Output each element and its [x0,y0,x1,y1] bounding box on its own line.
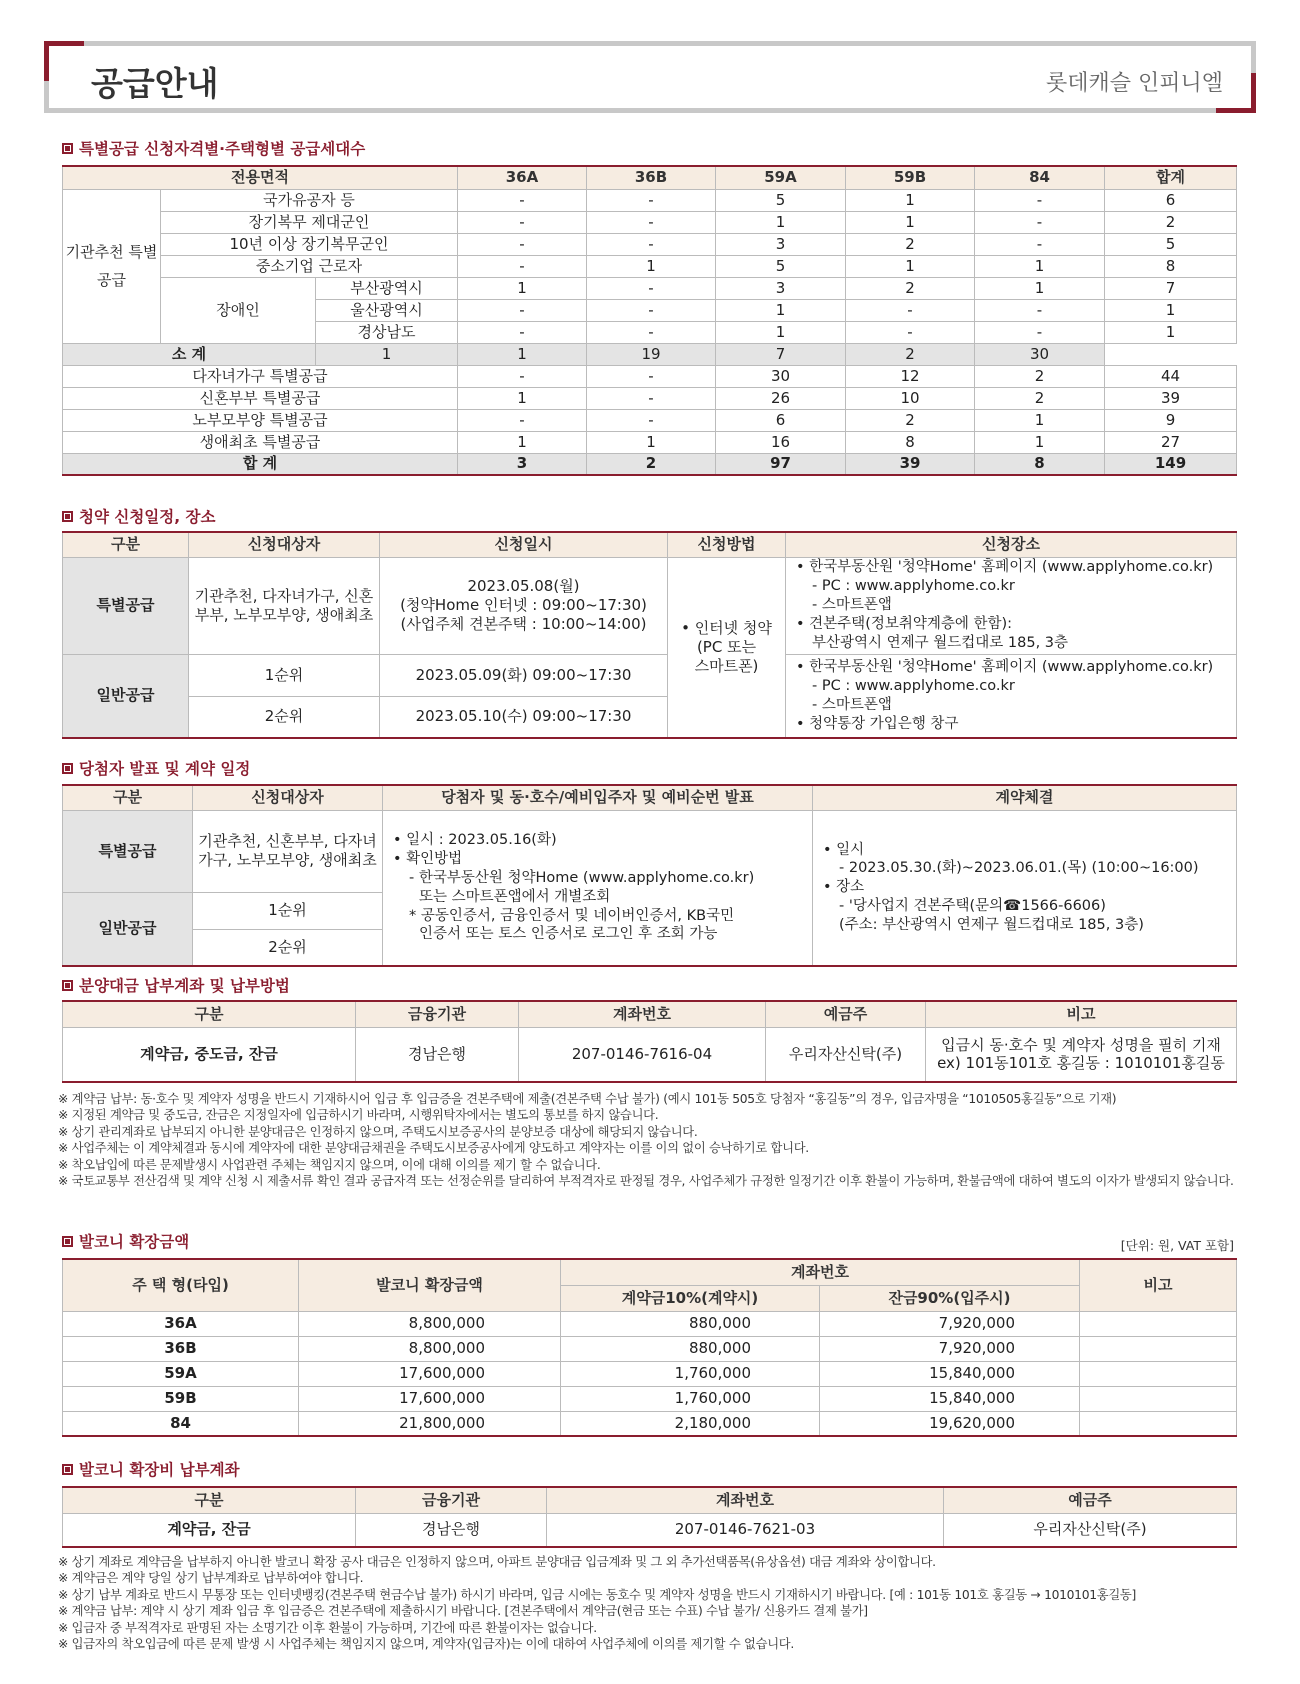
col-header: 금융기관 [356,1001,519,1027]
application-schedule-table [62,531,1237,739]
table-row [63,557,1237,654]
cell: - [846,299,975,321]
cell: 5 [716,255,846,277]
row-label: 10년 이상 장기복무군인 [161,233,458,255]
cell: 1 [458,431,587,453]
cell: 1 [1105,299,1237,321]
col-header: 잔금90%(입주시) [820,1285,1080,1311]
cell: - [587,233,716,255]
cell: - [587,365,716,387]
account-holder: 우리자산신탁(주) [766,1027,926,1082]
cell: - [975,189,1105,211]
cell: - [587,321,716,343]
cell: 44 [1105,365,1237,387]
cell: 149 [1105,453,1237,475]
col-header: 계약체결 [813,785,1237,810]
cell: 1,760,000 [561,1386,820,1411]
cell: 1 [846,211,975,233]
row-label: 울산광역시 [316,299,458,321]
balcony-amount-table [62,1258,1237,1437]
cell: 30 [716,365,846,387]
type-cell: 59A [63,1361,299,1386]
cell: 880,000 [561,1311,820,1336]
cell: 8 [975,453,1105,475]
cell: 97 [716,453,846,475]
col-header: 예금주 [944,1487,1237,1513]
table-header-row [63,166,1237,189]
cell: 2 [1105,211,1237,233]
note-item: ※ 계약금 납부: 계약 시 상기 계좌 입금 후 입금증은 견본주택에 제출하시기 바랍니다. [견본주택에서 계약금(현금 또는 수표) 수납 불가/ 신용카드 결제 불가] [58,1604,868,1619]
cell: 1 [587,255,716,277]
target-cell: 기관추천, 신혼부부, 다자녀가구, 노부모부양, 생애최초 [193,810,383,892]
supply-count-table [62,165,1237,476]
cell: 5 [716,189,846,211]
cell: 880,000 [561,1336,820,1361]
page-header [44,41,1256,113]
cell: - [458,365,587,387]
row-label: 합 계 [63,453,458,475]
col-header: 신청일시 [380,532,668,557]
col-header: 계약금10%(계약시) [561,1285,820,1311]
cell: 26 [716,387,846,409]
cell: - [458,321,587,343]
method-cell: • 인터넷 청약 (PC 또는 스마트폰) [668,557,786,738]
bank-cell: 경남은행 [356,1027,519,1082]
cell: 39 [1105,387,1237,409]
type-cell: 36A [63,1311,299,1336]
cell: 1 [716,299,846,321]
table-row [63,365,1237,387]
col-header: 계좌번호 [519,1001,766,1027]
col-header: 전용면적 [63,166,458,189]
section-title-balcony-account: 발코니 확장비 납부계좌 [62,1458,240,1480]
note-item: ※ 상기 관리계좌로 납부되지 아니한 분양대금은 인정하지 않으며, 주택도시보증공사의 분양보증 대상에 해당되지 않습니다. [58,1124,698,1139]
cell: 2,180,000 [561,1411,820,1436]
section-title-supply-count: 특별공급 신청자격별·주택형별 공급세대수 [62,137,365,159]
col-header: 발코니 확장금액 [299,1259,561,1311]
payment-account-table [62,1000,1237,1083]
note-item: ※ 상기 납부 계좌로 반드시 무통장 또는 인터넷뱅킹(견본주택 현금수납 불가) 하시기 바라며, 입금 시에는 동호수 및 계약자 성명을 반드시 기재하시기 바랍니다. [예 : 101동 101호 홍길동 → 1010101홍길동] [58,1587,1136,1602]
table-row [63,277,1237,299]
col-header: 구분 [63,532,189,557]
col-header: 비고 [926,1001,1237,1027]
date-cell: 2023.05.10(수) 09:00~17:30 [380,696,668,738]
col-header: 구분 [63,1001,356,1027]
cell: 7,920,000 [820,1336,1080,1361]
row-label: 부산광역시 [316,277,458,299]
cell: - [587,409,716,431]
section-title-payment-account: 분양대금 납부계좌 및 납부방법 [62,974,290,996]
row-label: 노부모부양 특별공급 [63,409,458,431]
note-item: ※ 사업주체는 이 계약체결과 동시에 계약자에 대한 분양대금채권을 주택도시보증공사에게 양도하고 계약자는 이를 이의 없이 승낙하기로 합니다. [58,1141,809,1156]
table-row [63,1311,1237,1336]
cell [1080,1386,1237,1411]
note-item: ※ 계약금 납부: 동·호수 및 계약자 성명을 반드시 기재하시어 입금 후 입금증을 견본주택에 제출(견본주택 수납 불가) (예시 101동 505호 당첨자 “홍길동”의 경우, 입금자명을 “1010505홍길동”으로 기재) [58,1092,1117,1106]
place-cell: • 한국부동산원 '청약Home' 홈페이지 (www.applyhome.co.kr) - PC : www.applyhome.co.kr - 스마트폰앱 • 청약통장 가입은행 창구 [786,654,1237,738]
announce-cell: • 일시 : 2023.05.16(화) • 확인방법 - 한국부동산원 청약Home (www.applyhome.co.kr) 또는 스마트폰앱에서 개별조회 * 공동인증서, 금융인증서 및 네이버인증서, KB국민 인증서 또는 토스 인증서로 로그인 후 조회 가능 [383,810,813,966]
col-header: 구분 [63,785,193,810]
col-header: 비고 [1080,1259,1237,1311]
cell: 3 [716,277,846,299]
square-bullet-icon [62,511,73,522]
target-cell: 기관추천, 다자녀가구, 신혼부부, 노부모부양, 생애최초 [189,557,380,654]
cell: - [975,233,1105,255]
rank-cell: 2순위 [193,929,383,966]
sub-group-label: 장애인 [161,277,316,343]
cell: 15,840,000 [820,1361,1080,1386]
cell: 1 [975,409,1105,431]
table-row [63,233,1237,255]
cell: 2 [846,343,975,365]
col-header: 계좌번호 [547,1487,944,1513]
cell: - [975,321,1105,343]
cell: - [587,211,716,233]
section-title-winner-contract: 당첨자 발표 및 계약 일정 [62,757,250,779]
note-item: ※ 상기 계좌로 계약금을 납부하지 아니한 발코니 확장 공사 대금은 인정하지 않으며, 아파트 분양대금 입금계좌 및 그 외 추가선택품목(유상옵션) 대금 계좌와 상이합니다. [58,1555,936,1569]
cell: 2 [846,233,975,255]
place-cell: • 한국부동산원 '청약Home' 홈페이지 (www.applyhome.co.kr) - PC : www.applyhome.co.kr - 스마트폰앱 • 견본주택(정보취약계층에 한함): 부산광역시 연제구 월드컵대로 185, 3층 [786,557,1237,654]
cell: 1 [975,277,1105,299]
category-cell: 계약금, 잔금 [63,1513,356,1547]
balcony-account-table [62,1486,1237,1548]
cell: 2 [975,387,1105,409]
table-row [63,1027,1237,1082]
unit-note: [단위: 원, VAT 포함] [1120,1238,1234,1253]
account-number: 207-0146-7621-03 [547,1513,944,1547]
winner-contract-table [62,784,1237,967]
col-header: 59B [846,166,975,189]
table-row [63,810,1237,892]
cell: 6 [1105,189,1237,211]
col-header: 금융기관 [356,1487,547,1513]
col-header: 59A [716,166,846,189]
cell: 27 [1105,431,1237,453]
row-label: 중소기업 근로자 [161,255,458,277]
account-holder: 우리자산신탁(주) [944,1513,1237,1547]
cell: 1 [316,343,458,365]
cell: - [587,277,716,299]
table-row [63,1336,1237,1361]
table-row [63,189,1237,211]
cell: 1 [458,387,587,409]
category-cell: 계약금, 중도금, 잔금 [63,1027,356,1082]
cell: 7 [716,343,846,365]
note-item: ※ 착오납입에 따른 문제발생시 사업관련 주체는 책임지지 않으며, 이에 대해 이의를 제기 할 수 없습니다. [58,1157,601,1172]
cell: 5 [1105,233,1237,255]
group-label: 기관추천 특별공급 [63,189,161,343]
table-row [63,211,1237,233]
cell: - [458,233,587,255]
cell: 39 [846,453,975,475]
cell: 9 [1105,409,1237,431]
cell: 7 [1105,277,1237,299]
col-header: 신청방법 [668,532,786,557]
table-row [63,654,1237,696]
col-header: 신청장소 [786,532,1237,557]
col-header: 신청대상자 [193,785,383,810]
cell: 1 [975,431,1105,453]
col-header: 합계 [1105,166,1237,189]
balcony-notes [58,1554,1248,1652]
cell: 1 [846,255,975,277]
cell: 1 [458,277,587,299]
section-title-balcony-amount: 발코니 확장금액 [62,1230,189,1252]
account-number: 207-0146-7616-04 [519,1027,766,1082]
col-header: 예금주 [766,1001,926,1027]
cell: 8 [1105,255,1237,277]
cell: - [458,255,587,277]
row-label: 특별공급 [63,810,193,892]
cell: 8,800,000 [299,1336,561,1361]
cell: 1 [716,211,846,233]
col-header: 계좌번호 [561,1259,1080,1285]
rank-cell: 1순위 [193,892,383,929]
cell: 1 [716,321,846,343]
cell: 12 [846,365,975,387]
brand-name: 롯데캐슬 인피니엘 [1045,71,1223,96]
cell: 1 [587,431,716,453]
col-header: 36A [458,166,587,189]
rank-cell: 1순위 [189,654,380,696]
square-bullet-icon [62,1464,73,1475]
cell [1080,1311,1237,1336]
cell: 17,600,000 [299,1386,561,1411]
col-header: 구분 [63,1487,356,1513]
row-label: 국가유공자 등 [161,189,458,211]
total-row [63,453,1237,475]
cell: 1 [1105,321,1237,343]
table-row [63,1361,1237,1386]
cell [1080,1411,1237,1436]
cell: - [587,299,716,321]
row-label: 신혼부부 특별공급 [63,387,458,409]
row-label: 장기복무 제대군인 [161,211,458,233]
note-item: ※ 지정된 계약금 및 중도금, 잔금은 지정일자에 입금하시기 바라며, 시행위탁자에서는 별도의 통보를 하지 않습니다. [58,1108,659,1123]
cell: - [587,189,716,211]
col-header: 84 [975,166,1105,189]
cell: 2 [975,365,1105,387]
cell: 30 [975,343,1105,365]
col-header: 당첨자 및 동·호수/예비입주자 및 예비순번 발표 [383,785,813,810]
row-label: 생애최초 특별공급 [63,431,458,453]
cell: 2 [587,453,716,475]
cell: 19 [587,343,716,365]
note-cell: 입금시 동·호수 및 계약자 성명을 필히 기재 ex) 101동101호 홍길동 : 1010101홍길동 [926,1027,1237,1082]
cell: - [846,321,975,343]
cell: 8,800,000 [299,1311,561,1336]
cell: 3 [716,233,846,255]
square-bullet-icon [62,143,73,154]
col-header: 36B [587,166,716,189]
cell: 17,600,000 [299,1361,561,1386]
cell [1080,1361,1237,1386]
cell: 10 [846,387,975,409]
cell: 1 [846,189,975,211]
page-title: 공급안내 [91,64,219,103]
table-row [63,431,1237,453]
cell: 8 [846,431,975,453]
cell: 6 [716,409,846,431]
row-label: 다자녀가구 특별공급 [63,365,458,387]
table-row [63,1386,1237,1411]
cell: 3 [458,453,587,475]
cell: - [458,299,587,321]
row-label: 일반공급 [63,892,193,966]
type-cell: 59B [63,1386,299,1411]
cell: - [458,211,587,233]
section-title-schedule: 청약 신청일정, 장소 [62,505,215,527]
contract-cell: • 일시 - 2023.05.30.(화)~2023.06.01.(목) (10:00~16:00) • 장소 - '당사업지 견본주택(문의☎1566-6606) (주소: 부산광역시 연제구 월드컵대로 185, 3층) [813,810,1237,966]
cell: 15,840,000 [820,1386,1080,1411]
cell: 1 [975,255,1105,277]
cell: 19,620,000 [820,1411,1080,1436]
cell: 1,760,000 [561,1361,820,1386]
date-cell: 2023.05.08(월) (청약Home 인터넷 : 09:00~17:30) (사업주체 견본주택 : 10:00~14:00) [380,557,668,654]
table-row [63,255,1237,277]
col-header: 주 택 형(타입) [63,1259,299,1311]
row-label: 경상남도 [316,321,458,343]
cell: 16 [716,431,846,453]
cell: 2 [846,409,975,431]
subtotal-row [63,343,1237,365]
table-row [63,387,1237,409]
cell: - [587,387,716,409]
row-label: 특별공급 [63,557,189,654]
note-item: ※ 입금자 중 부적격자로 판명된 자는 소명기간 이후 환불이 가능하며, 기간에 따른 환불이자는 없습니다. [58,1620,597,1635]
table-row [63,1411,1237,1436]
note-item: ※ 국토교통부 전산검색 및 계약 신청 시 제출서류 확인 결과 공급자격 또는 선정순위를 달리하여 부적격자로 판정될 경우, 사업주체가 규정한 일정기간 이후 환불이 가능하며, 환불금액에 대하여 별도의 이자가 발생되지 않습니다. [58,1174,1234,1189]
cell: 2 [846,277,975,299]
note-item: ※ 계약금은 계약 당일 상기 납부계좌로 납부하여야 합니다. [58,1571,364,1586]
note-item: ※ 입금자의 착오입금에 따른 문제 발생 시 사업주체는 책임지지 않으며, 계약자(입금자)는 이에 대하여 사업주체에 이의를 제기할 수 없습니다. [58,1637,794,1652]
bank-cell: 경남은행 [356,1513,547,1547]
row-label: 소 계 [63,343,316,365]
type-cell: 84 [63,1411,299,1436]
payment-notes [58,1091,1248,1189]
table-row [63,1513,1237,1547]
table-row [63,409,1237,431]
square-bullet-icon [62,1236,73,1247]
square-bullet-icon [62,980,73,991]
row-label: 일반공급 [63,654,189,738]
type-cell: 36B [63,1336,299,1361]
cell: - [975,211,1105,233]
cell: - [458,409,587,431]
cell: - [975,299,1105,321]
corner-accent-top-left [44,41,84,81]
cell: 21,800,000 [299,1411,561,1436]
cell: - [458,189,587,211]
cell: 1 [458,343,587,365]
col-header: 신청대상자 [189,532,380,557]
cell: 7,920,000 [820,1311,1080,1336]
date-cell: 2023.05.09(화) 09:00~17:30 [380,654,668,696]
square-bullet-icon [62,763,73,774]
rank-cell: 2순위 [189,696,380,738]
cell [1080,1336,1237,1361]
